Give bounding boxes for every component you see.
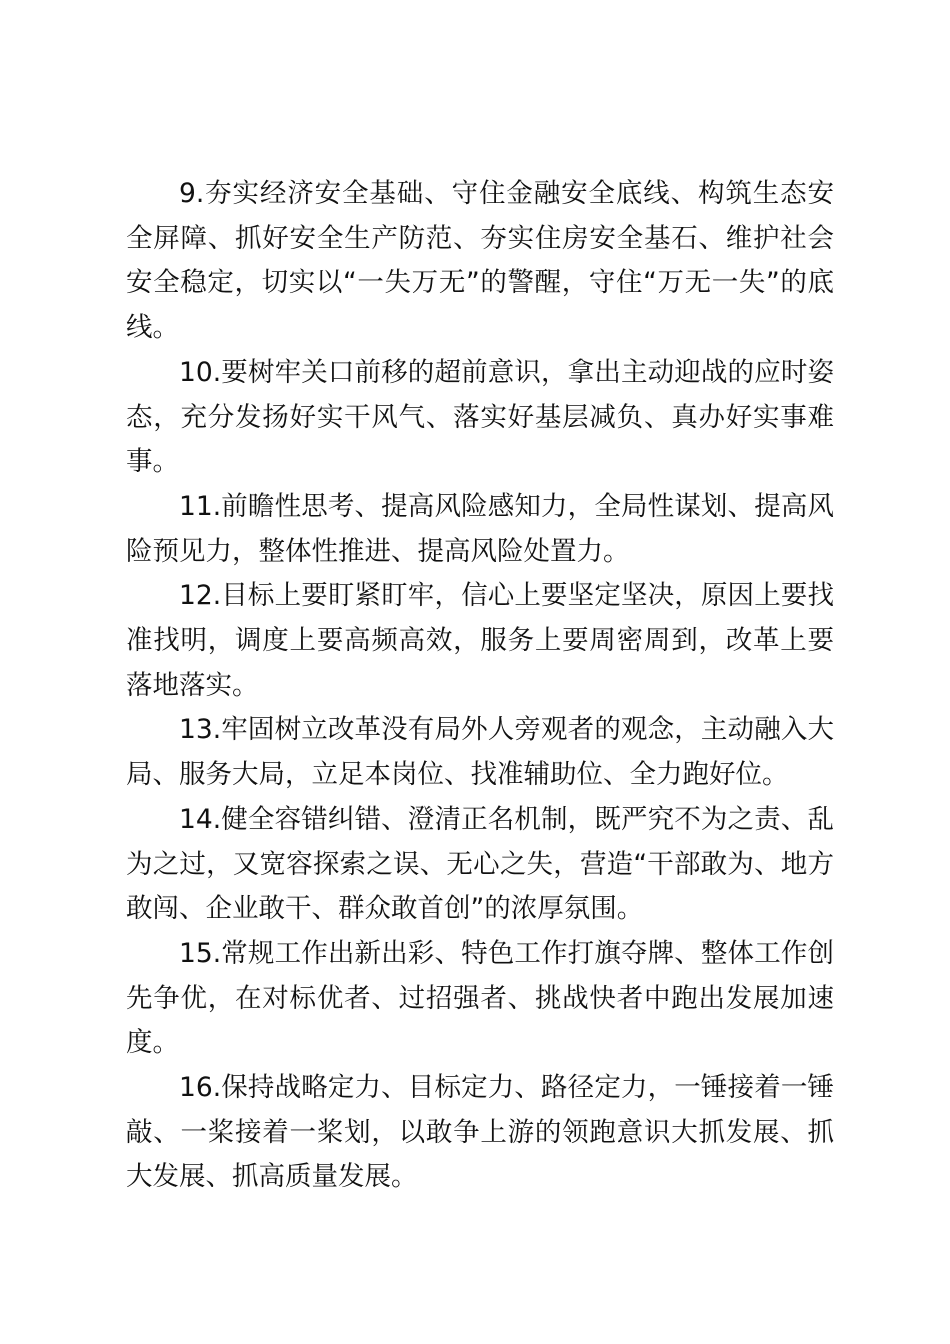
paragraph-11: 11.前瞻性思考、提高风险感知力，全局性谋划、提高风险预见力，整体性推进、提高风险处置力。: [126, 490, 834, 567]
paragraph-10: 10.要树牢关口前移的超前意识，拿出主动迎战的应时姿态，充分发扬好实干风气、落实好基层减负、真办好实事难事。: [126, 356, 834, 478]
paragraph-12: 12.目标上要盯紧盯牢，信心上要坚定坚决，原因上要找准找明，调度上要高频高效，服务上要周密周到，改革上要落地落实。: [126, 580, 834, 701]
paragraph-15: 15.常规工作出新出彩、特色工作打旗夺牌、整体工作创先争优，在对标优者、过招强者、挑战快者中跑出发展加速度。: [126, 937, 834, 1059]
paragraph-16: 16.保持战略定力、目标定力、路径定力，一锤接着一锤敲、一桨接着一桨划，以敢争上游的领跑意识大抓发展、抓大发展、抓高质量发展。: [126, 1072, 834, 1193]
paragraph-9: 9.夯实经济安全基础、守住金融安全底线、构筑生态安全屏障、抓好安全生产防范、夯实住房安全基石、维护社会安全稳定，切实以“一失万无”的警醒，守住“万无一失”的底线。: [126, 178, 834, 344]
document-body: [126, 172, 834, 1200]
paragraph-13: 13.牢固树立改革没有局外人旁观者的观念，主动融入大局、服务大局，立足本岗位、找准辅助位、全力跑好位。: [126, 714, 834, 791]
paragraph-14: 14.健全容错纠错、澄清正名机制，既严究不为之责、乱为之过，又宽容探索之误、无心之失，营造“干部敢为、地方敢闯、企业敢干、群众敢首创”的浓厚氛围。: [126, 803, 834, 925]
